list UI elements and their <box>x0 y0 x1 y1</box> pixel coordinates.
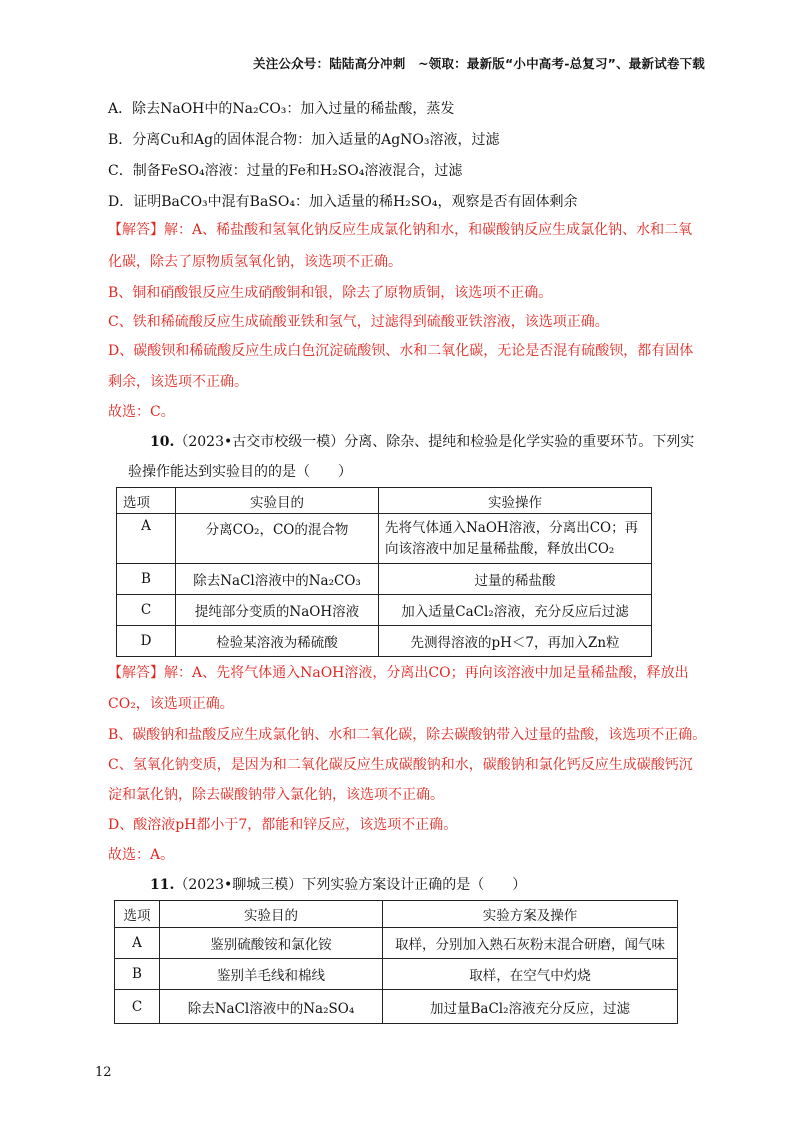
answer-line: 淀和氯化钠，除去碳酸钠带入氯化钠，该选项不正确。 <box>108 787 444 803</box>
table-cell: A <box>115 928 160 959</box>
answer-line: D、碳酸钡和稀硫酸反应生成白色沉淀硫酸钡、水和二氧化碳，无论是否混有硫酸钡，都有固体 <box>108 343 694 359</box>
table-cell: 除去NaCl溶液中的Na₂SO₄ <box>160 990 383 1024</box>
answer-line: CO₂，该选项正确。 <box>108 696 234 712</box>
table-row <box>117 514 652 564</box>
question-10-stem-cont: 验操作能达到实验目的的是（ ） <box>128 464 352 480</box>
table-cell: D <box>117 626 176 657</box>
table-cell: 先测得溶液的pH＜7，再加入Zn粒 <box>379 626 652 657</box>
option-c: C．制备FeSO₄溶液：过量的Fe和H₂SO₄溶液混合，过滤 <box>108 163 463 179</box>
table-row <box>115 928 678 959</box>
answer-line: B、铜和硝酸银反应生成硝酸铜和银，除去了原物质铜，该选项不正确。 <box>108 285 553 301</box>
table-header-row <box>117 488 652 514</box>
answer-line: 【解答】解：A、先将气体通入NaOH溶液，分离出CO；再向该溶液中加足量稀盐酸，释放出 <box>108 665 689 681</box>
table-header-row <box>115 901 678 928</box>
answer-line: C、氢氧化钠变质，是因为和二氧化碳反应生成碳酸钠和水，碳酸钠和氯化钙反应生成碳酸钙沉 <box>108 757 693 773</box>
table-cell: 鉴别硫酸铵和氯化铵 <box>160 928 383 959</box>
question-number: 10. <box>150 434 175 450</box>
table-row <box>115 990 678 1024</box>
table-cell: B <box>115 959 160 990</box>
question-10-table <box>116 487 652 657</box>
table-header-cell: 实验目的 <box>160 901 383 928</box>
table-header-cell: 实验目的 <box>176 488 379 514</box>
table-header-cell: 选项 <box>117 488 176 514</box>
table-cell: 先将气体通入NaOH溶液，分离出CO；再向该溶液中加足量稀盐酸，释放出CO₂ <box>379 514 652 564</box>
table-cell: 过量的稀盐酸 <box>379 564 652 595</box>
question-11-text: （2023•聊城三模）下列实验方案设计正确的是（ ） <box>174 877 527 893</box>
answer-line: 化碳，除去了原物质氢氧化钠，该选项不正确。 <box>108 254 402 270</box>
table-cell: 除去NaCl溶液中的Na₂CO₃ <box>176 564 379 595</box>
question-10-text: （2023•古交市校级一模）分离、除杂、提纯和检验是化学实验的重要环节。下列实 <box>174 434 695 450</box>
answer-line: 【解答】解：A、稀盐酸和氢氧化钠反应生成氯化钠和水，和碳酸钠反应生成氯化钠、水和二氧 <box>108 222 693 238</box>
table-cell: 鉴别羊毛线和棉线 <box>160 959 383 990</box>
table-cell: 取样，在空气中灼烧 <box>383 959 678 990</box>
question-11-stem <box>150 874 526 894</box>
answer-line: C、铁和稀硫酸反应生成硫酸亚铁和氢气，过滤得到硫酸亚铁溶液，该选项正确。 <box>108 314 609 330</box>
question-10-stem <box>150 431 694 451</box>
table-header-cell: 选项 <box>115 901 160 928</box>
table-cell: C <box>117 595 176 626</box>
page-number: 12 <box>95 1065 112 1080</box>
table-cell: 提纯部分变质的NaOH溶液 <box>176 595 379 626</box>
table-row <box>117 564 652 595</box>
answer-line: 剩余，该选项不正确。 <box>108 374 248 390</box>
option-d: D．证明BaCO₃中混有BaSO₄：加入适量的稀H₂SO₄，观察是否有固体剩余 <box>108 194 578 210</box>
answer-line: D、酸溶液pH都小于7，都能和锌反应，该选项不正确。 <box>108 817 458 833</box>
question-11-table <box>114 900 678 1024</box>
table-cell: 加过量BaCl₂溶液充分反应，过滤 <box>383 990 678 1024</box>
table-cell: B <box>117 564 176 595</box>
page-header: 关注公众号：陆陆高分冲刺 ~领取：最新版“小中高考-总复习”、最新试卷下载 <box>253 56 705 71</box>
question-number: 11. <box>150 877 175 893</box>
table-cell: 分离CO₂，CO的混合物 <box>176 514 379 564</box>
table-header-cell: 实验操作 <box>379 488 652 514</box>
table-cell: A <box>117 514 176 564</box>
option-a: A．除去NaOH中的Na₂CO₃：加入过量的稀盐酸，蒸发 <box>108 101 455 117</box>
table-cell: 加入适量CaCl₂溶液，充分反应后过滤 <box>379 595 652 626</box>
table-row <box>117 595 652 626</box>
table-header-cell: 实验方案及操作 <box>383 901 678 928</box>
option-b: B．分离Cu和Ag的固体混合物：加入适量的AgNO₃溶液，过滤 <box>108 132 500 148</box>
table-cell: 取样，分别加入熟石灰粉末混合研磨，闻气味 <box>383 928 678 959</box>
table-row <box>115 959 678 990</box>
table-cell: 检验某溶液为稀硫酸 <box>176 626 379 657</box>
table-cell: C <box>115 990 160 1024</box>
answer-conclusion: 故选：C。 <box>108 404 175 420</box>
answer-line: B、碳酸钠和盐酸反应生成氯化钠、水和二氧化碳，除去碳酸钠带入过量的盐酸，该选项不正确。 <box>108 727 707 743</box>
table-row <box>117 626 652 657</box>
answer-conclusion: 故选：A。 <box>108 847 175 863</box>
